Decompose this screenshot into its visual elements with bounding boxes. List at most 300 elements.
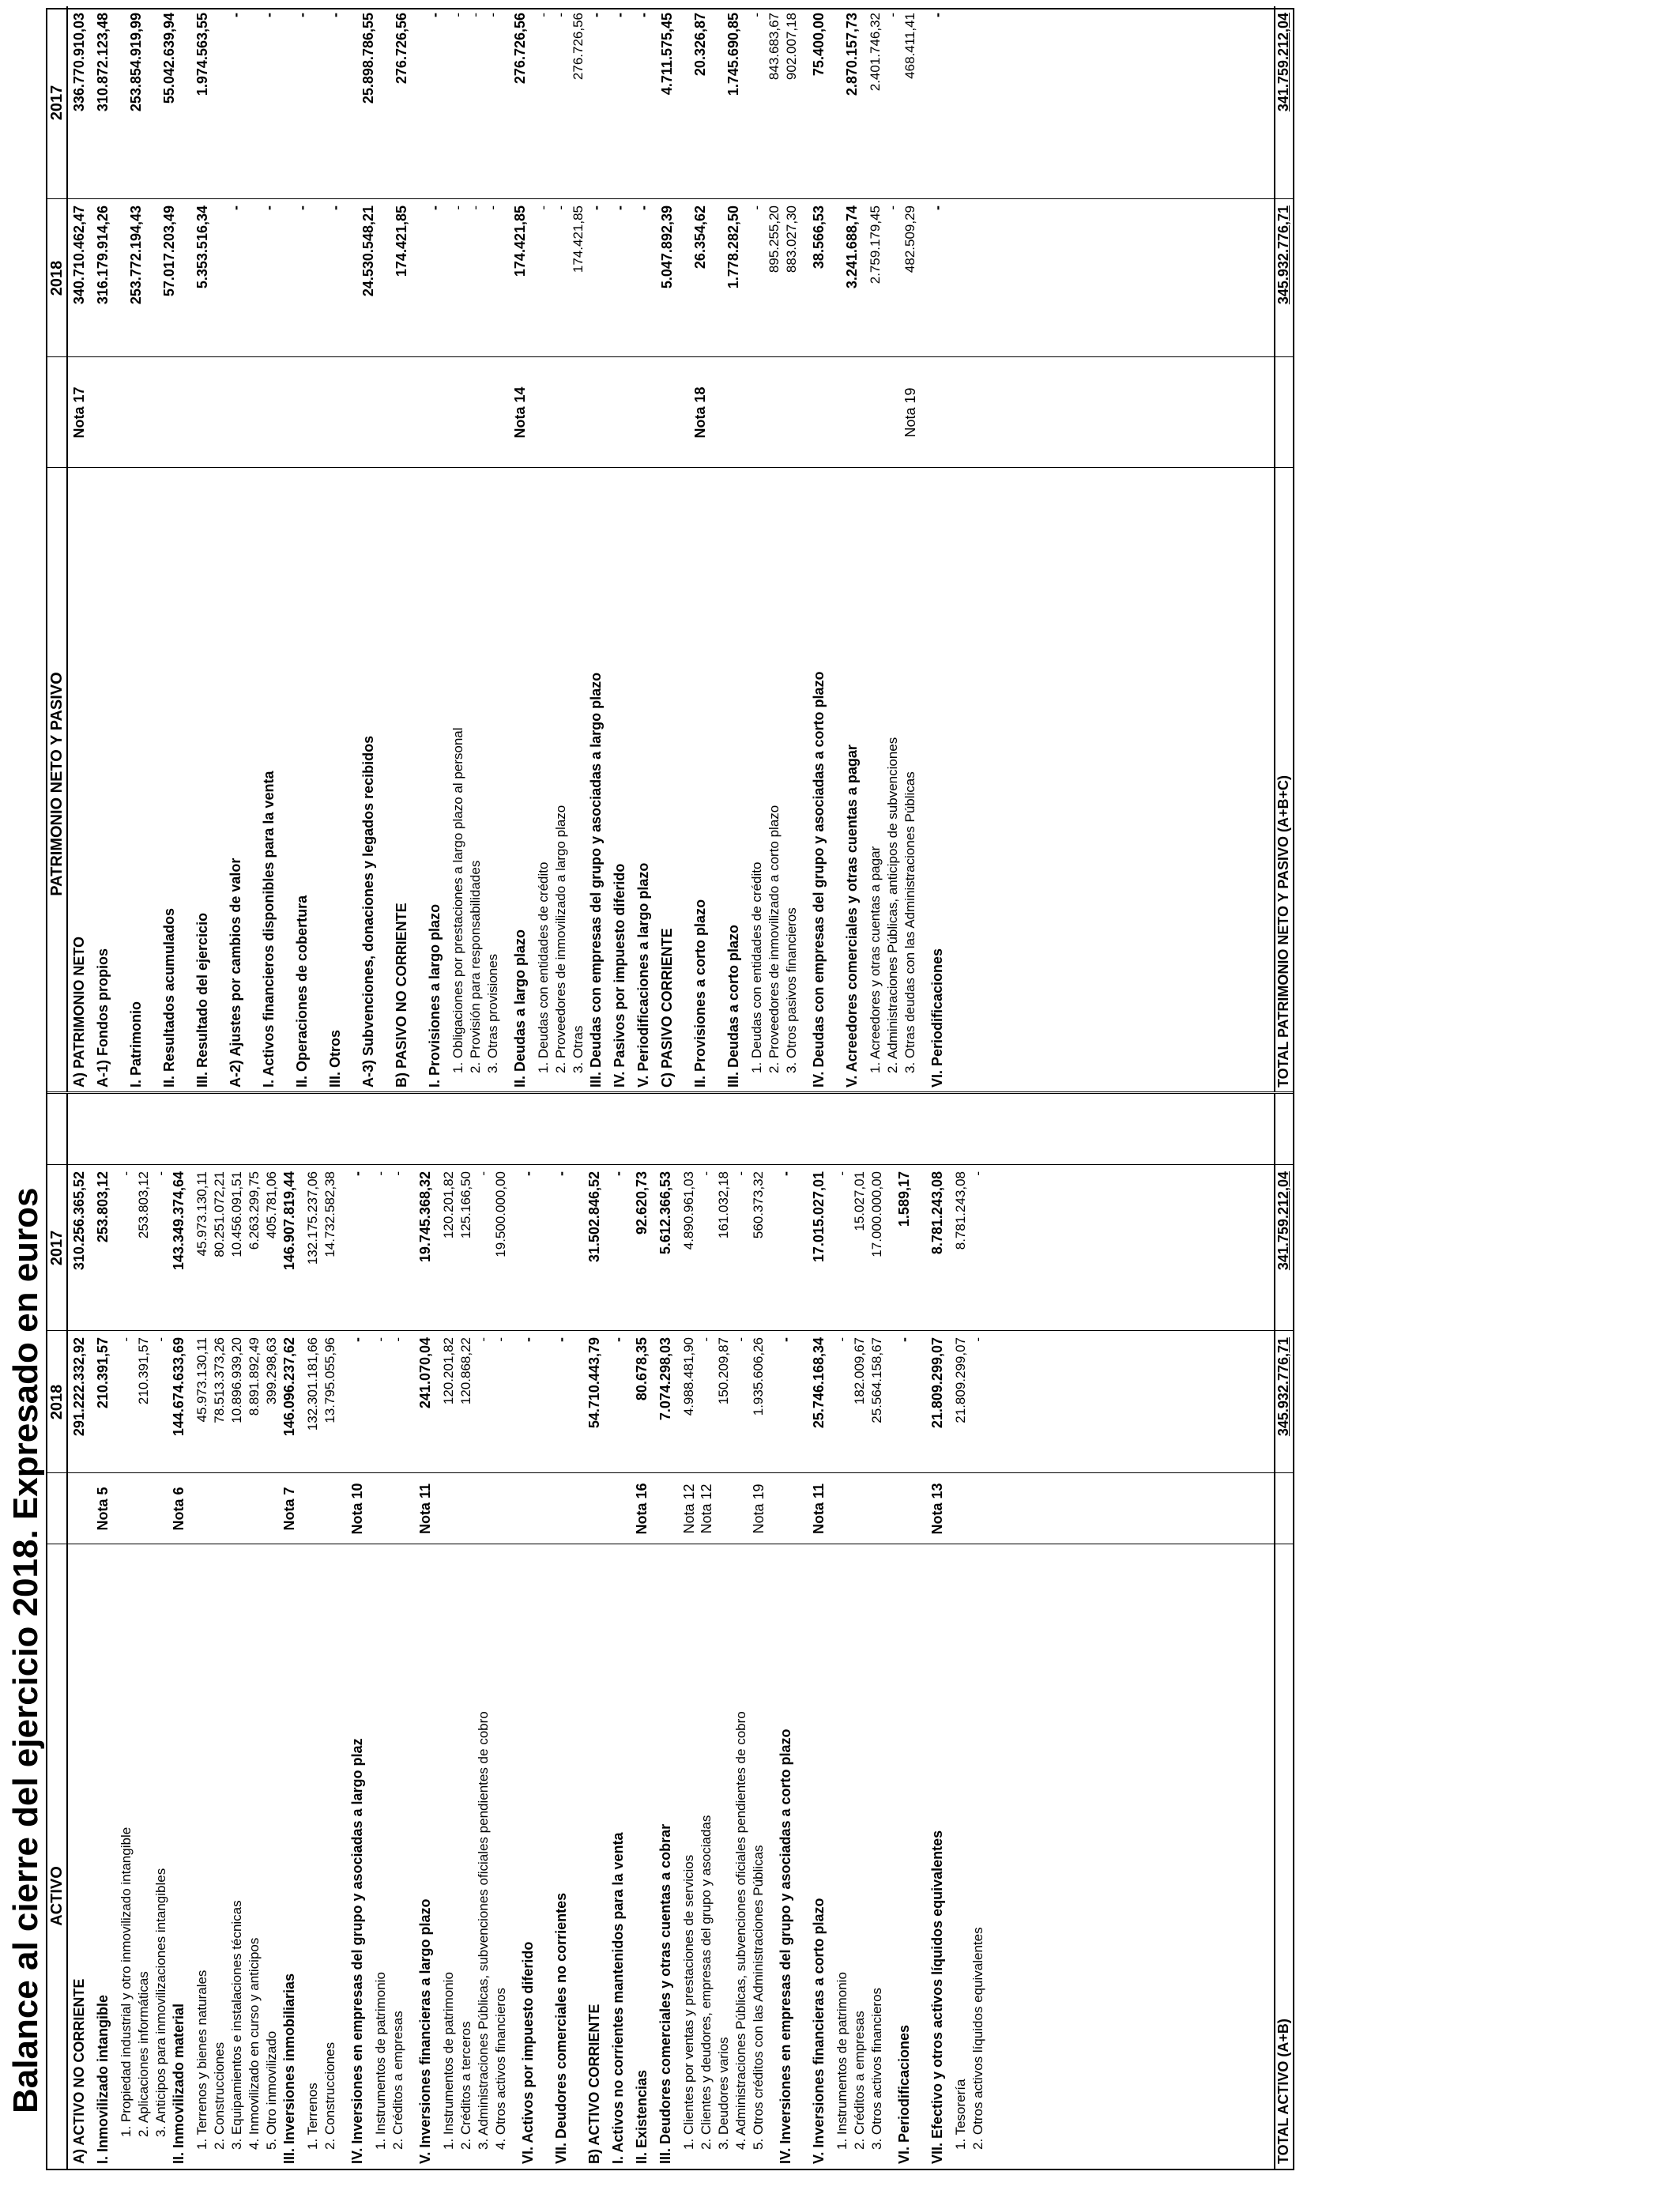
activo-value-2017: - xyxy=(119,1171,134,1176)
pasivo-value-2018: - xyxy=(885,205,900,210)
pasivo-value-2018: - xyxy=(468,205,483,210)
pasivo-value-2017: - xyxy=(536,13,551,17)
activo-label: 1. Propiedad industrial y otro inmovilizado intangible xyxy=(119,1826,134,2137)
pasivo-value-2018: 174.421,85 xyxy=(512,205,528,277)
activo-value-2018: - xyxy=(520,1337,536,1342)
activo-row xyxy=(349,1094,367,2169)
pasivo-total-2017: 341.759.212,04 xyxy=(1275,13,1291,112)
pasivo-row xyxy=(929,6,947,1092)
pasivo-row xyxy=(749,6,767,1092)
pasivo-value-2018: 253.772.194,43 xyxy=(128,205,144,305)
activo-label: 2. Créditos a terceros xyxy=(458,2021,473,2150)
activo-row xyxy=(716,1094,733,2169)
pasivo-value-2017: - xyxy=(450,13,465,17)
activo-value-2018: - xyxy=(476,1337,491,1342)
activo-label: 2. Créditos a empresas xyxy=(390,2011,405,2150)
activo-label: 2. Construcciones xyxy=(322,2041,337,2150)
activo-note: Nota 12 xyxy=(681,1483,697,1534)
activo-row xyxy=(634,1094,651,2169)
activo-value-2017: - xyxy=(970,1171,985,1176)
pasivo-label: V. Periodificaciones a largo plazo xyxy=(635,862,651,1088)
pasivo-year-2017: 2017 xyxy=(48,85,66,121)
pasivo-label: II. Provisiones a corto plazo xyxy=(692,899,708,1088)
pasivo-label: II. Deudas a largo plazo xyxy=(512,929,528,1088)
activo-value-2018: 8.891.892,49 xyxy=(247,1337,262,1416)
pasivo-heading: PATRIMONIO NETO Y PASIVO xyxy=(48,672,66,896)
activo-value-2017: 143.349.374,64 xyxy=(171,1171,186,1271)
activo-note: Nota 12 xyxy=(699,1483,714,1534)
activo-value-2018: 132.301.181,66 xyxy=(305,1337,320,1431)
pasivo-row xyxy=(360,6,378,1092)
activo-value-2017: 560.373,32 xyxy=(751,1171,766,1239)
activo-value-2018: 120.201,82 xyxy=(441,1337,456,1405)
activo-value-2018: 21.809.299,07 xyxy=(929,1337,945,1429)
activo-label: II. Existencias xyxy=(634,2069,650,2164)
activo-note: Nota 19 xyxy=(751,1483,767,1534)
activo-label: 3. Anticipos para inmovilizaciones intangibles xyxy=(153,1868,168,2137)
pasivo-label: I. Activos financieros disponibles para la venta xyxy=(261,771,277,1088)
pasivo-value-2018: 174.421,85 xyxy=(571,205,586,273)
activo-label: V. Inversiones financieras a largo plazo xyxy=(417,1898,433,2164)
activo-row xyxy=(493,1094,510,2169)
activo-value-2017: 146.907.819,44 xyxy=(281,1171,297,1271)
activo-row xyxy=(373,1094,390,2169)
pasivo-value-2017: 843.683,67 xyxy=(767,13,782,81)
activo-value-2018: - xyxy=(610,1337,626,1342)
pasivo-note: Nota 19 xyxy=(902,387,918,438)
pasivo-row xyxy=(261,6,278,1092)
pasivo-value-2018: 2.759.179,45 xyxy=(868,205,883,285)
activo-row xyxy=(586,1094,604,2169)
pasivo-value-2017: 1.974.563,55 xyxy=(194,13,210,96)
pasivo-label: 1. Obligaciones por prestaciones a largo plazo al personal xyxy=(450,727,465,1073)
activo-value-2018: 1.935.606,26 xyxy=(751,1337,766,1416)
activo-value-2017: 120.201,82 xyxy=(441,1171,456,1239)
pasivo-label: A-3) Subvenciones, donaciones y legados recibidos xyxy=(360,735,376,1088)
activo-label: II. Inmovilizado material xyxy=(171,2003,186,2164)
activo-value-2018: 45.973.130,11 xyxy=(194,1337,209,1423)
activo-row xyxy=(458,1094,476,2169)
activo-heading: ACTIVO xyxy=(48,1866,66,1926)
activo-row xyxy=(852,1094,869,2169)
pasivo-value-2018: 26.354,62 xyxy=(692,205,708,270)
pasivo-row xyxy=(635,6,653,1092)
pasivo-label: A-2) Ajustes por cambios de valor xyxy=(228,858,243,1088)
pasivo-value-2018: - xyxy=(536,205,551,210)
activo-row xyxy=(896,1094,913,2169)
pasivo-row xyxy=(95,6,112,1092)
activo-label: 3. Deudores varios xyxy=(716,2037,731,2150)
activo-label: 3. Otros activos financieros xyxy=(869,1987,884,2150)
activo-value-2018: 182.009,67 xyxy=(852,1337,867,1405)
pasivo-label: 2. Proveedores de inmovilizado a corto plazo xyxy=(767,805,782,1073)
activo-row xyxy=(281,1094,299,2169)
activo-value-2018: 7.074.298,03 xyxy=(657,1337,673,1421)
pasivo-value-2017: - xyxy=(228,13,243,17)
pasivo-note: Nota 14 xyxy=(512,386,528,439)
pasivo-value-2018: - xyxy=(427,205,443,210)
activo-value-2017: 1.589,17 xyxy=(896,1171,912,1227)
activo-row xyxy=(699,1094,716,2169)
activo-value-2018: 10.896.939,20 xyxy=(229,1337,244,1423)
activo-row xyxy=(811,1094,828,2169)
pasivo-value-2017: 75.400,00 xyxy=(811,13,827,77)
pasivo-row xyxy=(553,6,571,1092)
activo-row xyxy=(778,1094,795,2169)
activo-label: VII. Efectivo y otros activos líquidos equivalentes xyxy=(929,1830,945,2164)
activo-label: 4. Administraciones Públicas, subvenciones oficiales pendientes de cobro xyxy=(733,1711,748,2150)
pasivo-row xyxy=(885,6,902,1092)
activo-value-2017: 5.612.366,53 xyxy=(657,1171,673,1255)
activo-label: 4. Otros activos financieros xyxy=(493,1987,508,2150)
activo-value-2018: 241.070,04 xyxy=(417,1337,433,1409)
pasivo-row xyxy=(659,6,676,1092)
activo-row xyxy=(153,1094,171,2169)
activo-value-2017: - xyxy=(778,1171,793,1176)
activo-label: 1. Instrumentos de patrimonio xyxy=(441,1972,456,2150)
activo-value-2017: 15.027,01 xyxy=(852,1171,867,1231)
pasivo-label: VI. Periodificaciones xyxy=(929,948,945,1088)
pasivo-value-2018: - xyxy=(327,205,343,210)
activo-note: Nota 11 xyxy=(417,1483,433,1535)
activo-label: 5. Otros créditos con las Administraciones Públicas xyxy=(751,1845,766,2150)
pasivo-note: Nota 18 xyxy=(692,386,708,439)
activo-value-2018: - xyxy=(119,1337,134,1342)
pasivo-row xyxy=(128,6,145,1092)
activo-value-2017: 31.502.846,52 xyxy=(586,1171,602,1263)
activo-label: B) ACTIVO CORRIENTE xyxy=(586,2004,602,2164)
activo-value-2017: 310.256.365,52 xyxy=(71,1171,87,1271)
pasivo-value-2017: 336.770.910,03 xyxy=(71,13,87,112)
activo-value-2017: 80.251.072,21 xyxy=(212,1171,227,1257)
activo-label: 5. Otro inmovilizado xyxy=(264,2030,279,2150)
activo-value-2017: 19.745.368,32 xyxy=(417,1171,433,1263)
pasivo-label: A-1) Fondos propios xyxy=(95,948,111,1088)
balance-table xyxy=(46,8,1294,2170)
activo-row xyxy=(441,1094,458,2169)
pasivo-total-label: TOTAL PATRIMONIO NETO Y PASIVO (A+B+C) xyxy=(1275,775,1291,1088)
activo-label: I. Inmovilizado intangible xyxy=(95,1994,111,2164)
pasivo-label: A) PATRIMONIO NETO xyxy=(71,937,87,1088)
pasivo-value-2018: 57.017.203,49 xyxy=(161,205,177,297)
activo-row xyxy=(733,1094,751,2169)
pasivo-label: 2. Administraciones Públicas, anticipos de subvenciones xyxy=(885,737,900,1073)
activo-label: 1. Instrumentos de patrimonio xyxy=(834,1972,849,2150)
pasivo-label: I. Provisiones a largo plazo xyxy=(427,903,443,1088)
activo-label: A) ACTIVO NO CORRIENTE xyxy=(71,1978,87,2164)
activo-total-2018: 345.932.776,71 xyxy=(1275,1337,1291,1437)
activo-row xyxy=(834,1094,852,2169)
pasivo-row xyxy=(161,6,179,1092)
pasivo-value-2017: - xyxy=(588,13,604,17)
activo-row xyxy=(390,1094,408,2169)
activo-value-2018: 4.988.481,90 xyxy=(681,1337,696,1416)
pasivo-value-2018: 316.179.914,26 xyxy=(95,205,111,305)
activo-value-2018: - xyxy=(493,1337,508,1342)
pasivo-row xyxy=(868,6,885,1092)
pasivo-value-2018: 38.566,53 xyxy=(811,205,827,270)
activo-label: 3. Administraciones Públicas, subvenciones oficiales pendientes de cobro xyxy=(476,1711,491,2150)
pasivo-value-2017: - xyxy=(749,13,764,17)
activo-label: 1. Tesorería xyxy=(953,2079,968,2150)
activo-value-2018: 210.391,57 xyxy=(95,1337,111,1409)
pasivo-value-2018: 883.027,30 xyxy=(784,205,799,273)
pasivo-row xyxy=(588,6,605,1092)
pasivo-label: 3. Otros pasivos financieros xyxy=(784,907,799,1073)
activo-value-2017: 45.973.130,11 xyxy=(194,1171,209,1257)
activo-total-row xyxy=(1274,1094,1293,2169)
pasivo-row xyxy=(468,6,485,1092)
activo-value-2017: 132.175.237,06 xyxy=(305,1171,320,1265)
activo-value-2018: - xyxy=(373,1337,388,1342)
pasivo-value-2018: - xyxy=(294,205,310,210)
pasivo-value-2017: 276.726,56 xyxy=(394,13,409,85)
activo-value-2017: 161.032,18 xyxy=(716,1171,731,1239)
pasivo-label: 1. Deudas con entidades de crédito xyxy=(536,861,551,1073)
activo-value-2018: - xyxy=(733,1337,748,1342)
activo-label: 1. Instrumentos de patrimonio xyxy=(373,1972,388,2150)
activo-row xyxy=(247,1094,264,2169)
activo-value-2017: 4.890.961,03 xyxy=(681,1171,696,1250)
pasivo-section xyxy=(47,6,1293,1092)
pasivo-value-2017: 1.745.690,85 xyxy=(725,13,741,96)
pasivo-value-2017: 276.726,56 xyxy=(571,13,586,81)
activo-value-2018: 120.868,22 xyxy=(458,1337,473,1405)
pasivo-row xyxy=(71,6,89,1092)
pasivo-row xyxy=(228,6,245,1092)
page-title: Balance al cierre del ejercicio 2018. Expresado en euros xyxy=(6,1187,45,2113)
activo-value-2018: 146.096.237,62 xyxy=(281,1337,297,1437)
pasivo-label: I. Patrimonio xyxy=(128,1001,144,1088)
pasivo-row xyxy=(692,6,710,1092)
activo-row xyxy=(953,1094,970,2169)
activo-label: 2. Aplicaciones informáticas xyxy=(136,1971,151,2137)
activo-note: Nota 5 xyxy=(95,1487,111,1531)
activo-label: 1. Clientes por ventas y prestaciones de servicios xyxy=(681,1854,696,2150)
activo-value-2017: 17.000.000,00 xyxy=(869,1171,884,1257)
activo-value-2018: 150.209,87 xyxy=(716,1337,731,1405)
activo-value-2017: 253.803,12 xyxy=(136,1171,151,1239)
pasivo-label: 2. Proveedores de inmovilizado a largo plazo xyxy=(553,805,568,1073)
pasivo-value-2018: 174.421,85 xyxy=(394,205,409,277)
pasivo-label: B) PASIVO NO CORRIENTE xyxy=(394,903,409,1088)
pasivo-label: III. Deudas con empresas del grupo y asociadas a largo plazo xyxy=(588,672,604,1088)
activo-label: III. Inversiones inmobiliarias xyxy=(281,1973,297,2164)
activo-label: VI. Periodificaciones xyxy=(896,2024,912,2164)
pasivo-value-2017: - xyxy=(327,13,343,17)
activo-note: Nota 7 xyxy=(281,1487,297,1531)
activo-total-2017: 341.759.212,04 xyxy=(1275,1171,1291,1271)
pasivo-total-row xyxy=(1274,6,1293,1092)
activo-value-2017: - xyxy=(390,1171,405,1176)
activo-label: 2. Créditos a empresas xyxy=(852,2011,867,2150)
activo-section xyxy=(47,1091,1293,2169)
pasivo-value-2017: - xyxy=(427,13,443,17)
pasivo-label: 1. Deudas con entidades de crédito xyxy=(749,861,764,1073)
activo-row xyxy=(929,1094,947,2169)
pasivo-note: Nota 17 xyxy=(71,386,87,439)
pasivo-value-2017: 902.007,18 xyxy=(784,13,799,81)
activo-value-2017: 92.620,73 xyxy=(634,1171,650,1235)
activo-row xyxy=(322,1094,340,2169)
activo-row xyxy=(305,1094,322,2169)
pasivo-value-2018: 3.241.688,74 xyxy=(844,205,860,289)
activo-value-2018: 78.513.373,26 xyxy=(212,1337,227,1423)
activo-value-2017: 405.781,06 xyxy=(264,1171,279,1239)
activo-value-2018: - xyxy=(553,1337,569,1342)
pasivo-row xyxy=(512,6,529,1092)
pasivo-value-2018: 5.353.516,34 xyxy=(194,205,210,289)
pasivo-row xyxy=(194,6,212,1092)
activo-value-2017: 253.803,12 xyxy=(95,1171,111,1243)
activo-value-2017: 8.781.243,08 xyxy=(953,1171,968,1250)
activo-header xyxy=(47,1094,68,2169)
pasivo-value-2018: 895.255,20 xyxy=(767,205,782,273)
pasivo-row xyxy=(784,6,801,1092)
activo-year-2018: 2018 xyxy=(48,1384,66,1420)
pasivo-value-2017: 2.870.157,73 xyxy=(844,13,860,96)
activo-label: IV. Inversiones en empresas del grupo y asociadas a corto plazo xyxy=(778,1728,793,2164)
activo-value-2018: 25.564.158,67 xyxy=(869,1337,884,1423)
pasivo-value-2018: - xyxy=(553,205,568,210)
activo-value-2018: - xyxy=(349,1337,365,1342)
pasivo-label: III. Deudas a corto plazo xyxy=(725,924,741,1088)
pasivo-value-2017: 4.711.575,45 xyxy=(659,13,675,96)
activo-total-label: TOTAL ACTIVO (A+B) xyxy=(1275,2019,1291,2164)
pasivo-label: 3. Otras xyxy=(571,1025,586,1073)
activo-value-2017: - xyxy=(153,1171,168,1176)
pasivo-value-2017: - xyxy=(294,13,310,17)
activo-value-2017: - xyxy=(553,1171,569,1176)
activo-value-2017: 8.781.243,08 xyxy=(929,1171,945,1255)
activo-row xyxy=(476,1094,493,2169)
pasivo-value-2017: 2.401.746,32 xyxy=(868,13,883,92)
pasivo-value-2018: 1.778.282,50 xyxy=(725,205,741,289)
activo-row xyxy=(212,1094,229,2169)
pasivo-value-2018: - xyxy=(450,205,465,210)
activo-value-2018: 54.710.443,79 xyxy=(586,1337,602,1429)
pasivo-value-2018: - xyxy=(749,205,764,210)
activo-value-2017: - xyxy=(733,1171,748,1176)
activo-label: VII. Deudores comerciales no corrientes xyxy=(553,1892,569,2164)
pasivo-value-2017: - xyxy=(468,13,483,17)
activo-value-2018: 291.222.332,92 xyxy=(71,1337,87,1437)
activo-row xyxy=(751,1094,768,2169)
activo-value-2018: 25.746.168,34 xyxy=(811,1337,827,1429)
pasivo-value-2017: - xyxy=(553,13,568,17)
pasivo-value-2017: 55.042.639,94 xyxy=(161,13,177,104)
activo-value-2018: - xyxy=(699,1337,714,1342)
pasivo-label: V. Acreedores comerciales y otras cuentas a pagar xyxy=(844,745,860,1088)
activo-value-2018: 210.391,57 xyxy=(136,1337,151,1405)
activo-row xyxy=(95,1094,112,2169)
pasivo-label: 3. Otras provisiones xyxy=(485,953,500,1073)
pasivo-value-2018: 24.530.548,21 xyxy=(360,205,376,297)
activo-value-2017: 19.500.000,00 xyxy=(493,1171,508,1257)
activo-row xyxy=(264,1094,281,2169)
activo-label: III. Deudores comerciales y otras cuentas a cobrar xyxy=(657,1823,673,2164)
pasivo-value-2018: - xyxy=(635,205,651,210)
pasivo-value-2017: - xyxy=(485,13,500,17)
activo-row xyxy=(657,1094,675,2169)
activo-row xyxy=(229,1094,247,2169)
activo-row xyxy=(417,1094,435,2169)
pasivo-value-2018: - xyxy=(261,205,277,210)
pasivo-value-2018: - xyxy=(588,205,604,210)
activo-label: V. Inversiones financieras a corto plazo xyxy=(811,1898,827,2164)
pasivo-value-2018: 340.710.462,47 xyxy=(71,205,87,305)
pasivo-value-2018: - xyxy=(485,205,500,210)
activo-row xyxy=(553,1094,571,2169)
pasivo-row xyxy=(394,6,411,1092)
pasivo-label: II. Resultados acumulados xyxy=(161,907,177,1088)
pasivo-row xyxy=(571,6,588,1092)
activo-value-2018: 21.809.299,07 xyxy=(953,1337,968,1423)
activo-value-2017: 14.732.582,38 xyxy=(322,1171,337,1257)
pasivo-row xyxy=(536,6,553,1092)
pasivo-label: 2. Provisión para responsabilidades xyxy=(468,860,483,1073)
pasivo-value-2017: 310.872.123,48 xyxy=(95,13,111,112)
activo-value-2018: - xyxy=(390,1337,405,1342)
activo-note: Nota 11 xyxy=(811,1483,827,1535)
pasivo-value-2017: 276.726,56 xyxy=(512,13,528,85)
pasivo-value-2018: - xyxy=(612,205,627,210)
activo-row xyxy=(136,1094,153,2169)
activo-label: 1. Terrenos y bienes naturales xyxy=(194,1970,209,2150)
pasivo-value-2017: - xyxy=(261,13,277,17)
pasivo-row xyxy=(811,6,828,1092)
activo-note: Nota 6 xyxy=(171,1487,186,1531)
pasivo-row xyxy=(450,6,468,1092)
pasivo-label: IV. Deudas con empresas del grupo y asociadas a corto plazo xyxy=(811,671,827,1088)
activo-value-2017: 17.015.027,01 xyxy=(811,1171,827,1263)
activo-year-2017: 2017 xyxy=(48,1230,66,1266)
pasivo-label: IV. Pasivos por impuesto diferido xyxy=(612,863,627,1088)
activo-value-2017: - xyxy=(699,1171,714,1176)
activo-value-2017: - xyxy=(373,1171,388,1176)
activo-label: 3. Equipamientos e instalaciones técnicas xyxy=(229,1900,244,2150)
pasivo-value-2018: 5.047.892,39 xyxy=(659,205,675,289)
pasivo-row xyxy=(327,6,345,1092)
activo-value-2017: - xyxy=(476,1171,491,1176)
activo-row xyxy=(869,1094,887,2169)
pasivo-year-2018: 2018 xyxy=(48,260,66,296)
pasivo-value-2018: - xyxy=(929,205,945,210)
pasivo-value-2017: 253.854.919,99 xyxy=(128,13,144,112)
activo-value-2017: 6.263.299,75 xyxy=(247,1171,262,1250)
activo-note: Nota 10 xyxy=(349,1483,365,1535)
activo-row xyxy=(71,1094,89,2169)
pasivo-value-2018: - xyxy=(228,205,243,210)
pasivo-row xyxy=(844,6,861,1092)
activo-value-2018: 399.298,63 xyxy=(264,1337,279,1405)
pasivo-label: 1. Acreedores y otras cuentas a pagar xyxy=(868,846,883,1073)
activo-row xyxy=(970,1094,988,2169)
activo-value-2017: 10.456.091,51 xyxy=(229,1171,244,1257)
pasivo-value-2017: - xyxy=(885,13,900,17)
activo-value-2017: 125.166,50 xyxy=(458,1171,473,1239)
pasivo-row xyxy=(294,6,311,1092)
pasivo-row xyxy=(612,6,629,1092)
pasivo-row xyxy=(725,6,743,1092)
pasivo-label: III. Resultado del ejercicio xyxy=(194,912,210,1088)
activo-value-2017: - xyxy=(520,1171,536,1176)
activo-value-2018: 144.674.633,69 xyxy=(171,1337,186,1437)
pasivo-value-2018: 482.509,29 xyxy=(902,205,917,273)
activo-label: 2. Otros activos líquidos equivalentes xyxy=(970,1927,985,2150)
activo-value-2018: - xyxy=(153,1337,168,1342)
activo-row xyxy=(520,1094,537,2169)
